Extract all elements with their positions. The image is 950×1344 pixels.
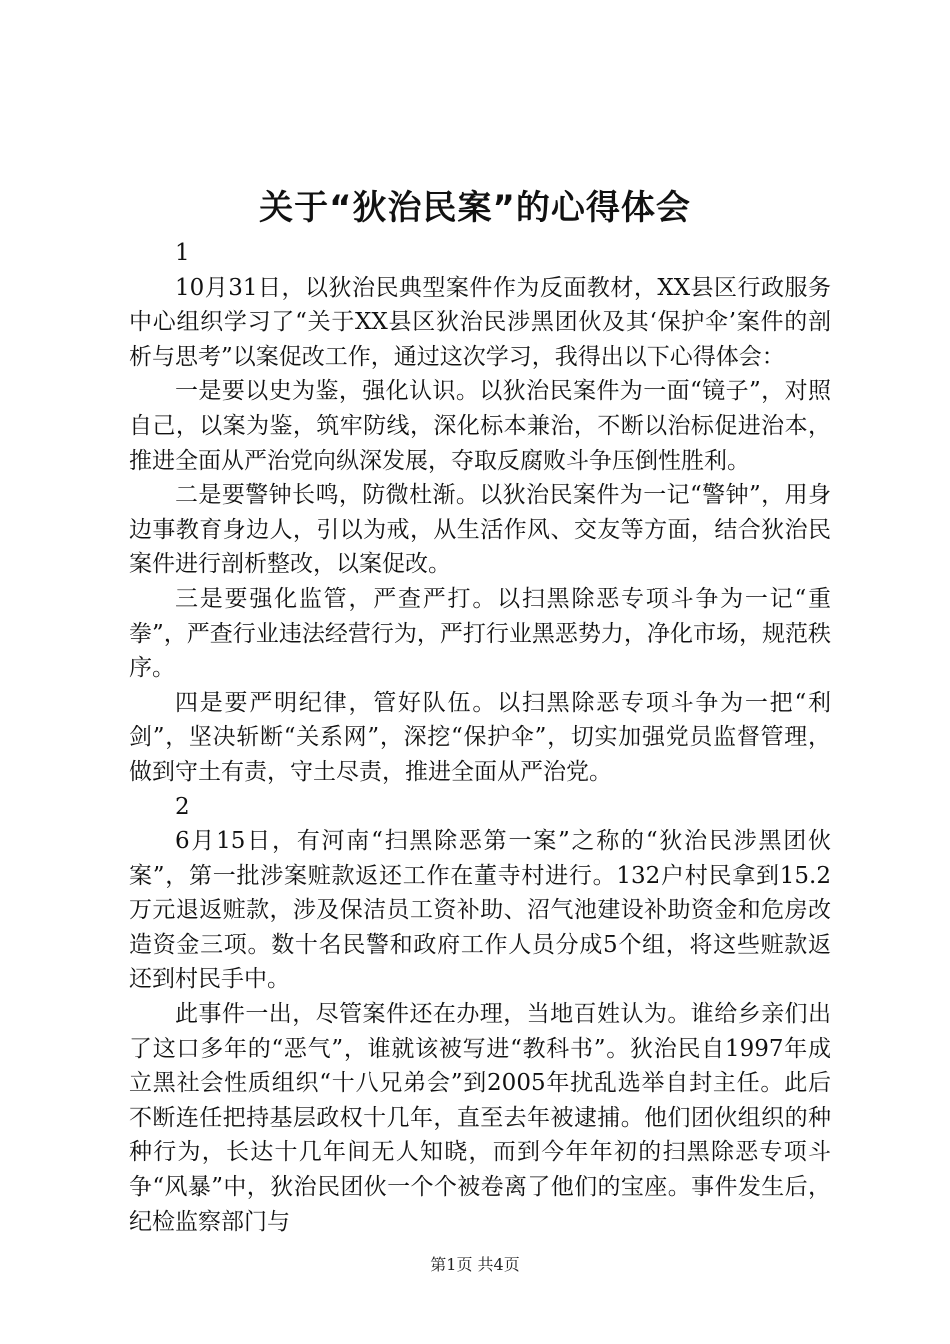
paragraph: 10月31日，以狄治民典型案件作为反面教材，XX县区行政服务中心组织学习了“关于XX县区狄治民涉黑团伙及其‘保护伞’案件的剖析与思考”以案促改工作，通过这次学习，我得出以下心得体会： bbox=[129, 274, 831, 370]
paragraph: 三是要强化监管，严查严打。以扫黑除恶专项斗争为一记“重拳”，严查行业违法经营行为，严打行业黑恶势力，净化市场，规范秩序。 bbox=[129, 585, 831, 682]
paragraph: 一是要以史为鉴，强化认识。以狄治民案件为一面“镜子”，对照自己，以案为鉴，筑牢防线，深化标本兼治，不断以治标促进治本，推进全面从严治党向纵深发展，夺取反腐败斗争压倒性胜利。 bbox=[129, 378, 831, 474]
paragraph: 四是要严明纪律，管好队伍。以扫黑除恶专项斗争为一把“利剑”，坚决斩断“关系网”，深挖“保护伞”，切实加强党员监督管理，做到守土有责，守土尽责，推进全面从严治党。 bbox=[129, 689, 831, 785]
page-footer: 第1页 共4页 bbox=[430, 1255, 520, 1274]
paragraph: 6月15日，有河南“扫黑除恶第一案”之称的“狄治民涉黑团伙案”，第一批涉案赃款返还工作在董寺村进行。132户村民拿到15.2万元退返赃款，涉及保洁员工资补助、沼气池建设补助资金和危房改造资金三项。数十名民警和政府工作人员分成5个组，将这些赃款返还到村民手中。 bbox=[129, 828, 831, 993]
paragraph: 此事件一出，尽管案件还在办理，当地百姓认为。谁给乡亲们出了这口多年的“恶气”，谁就该被写进“教科书”。狄治民自1997年成立黑社会性质组织“十八兄弟会”到2005年扰乱选举自封主任。此后不断连任把持基层政权十几年，直至去年被逮捕。他们团伙组织的种种行为，长达十几年间无人知晓，而到今年年初的扫黑除恶专项斗争“风暴”中，狄治民团伙一个个被卷离了他们的宝座。事件发生后，纪检监察部门与 bbox=[129, 1001, 831, 1235]
paragraph: 二是要警钟长鸣，防微杜渐。以狄治民案件为一记“警钟”，用身边事教育身边人，引以为戒，从生活作风、交友等方面，结合狄治民案件进行剖析整改，以案促改。 bbox=[129, 482, 831, 578]
section-number: 2 bbox=[175, 793, 190, 820]
document-body bbox=[129, 236, 831, 1239]
section-number: 1 bbox=[175, 240, 190, 266]
document-title: 关于“狄治民案”的心得体会 bbox=[259, 188, 691, 228]
